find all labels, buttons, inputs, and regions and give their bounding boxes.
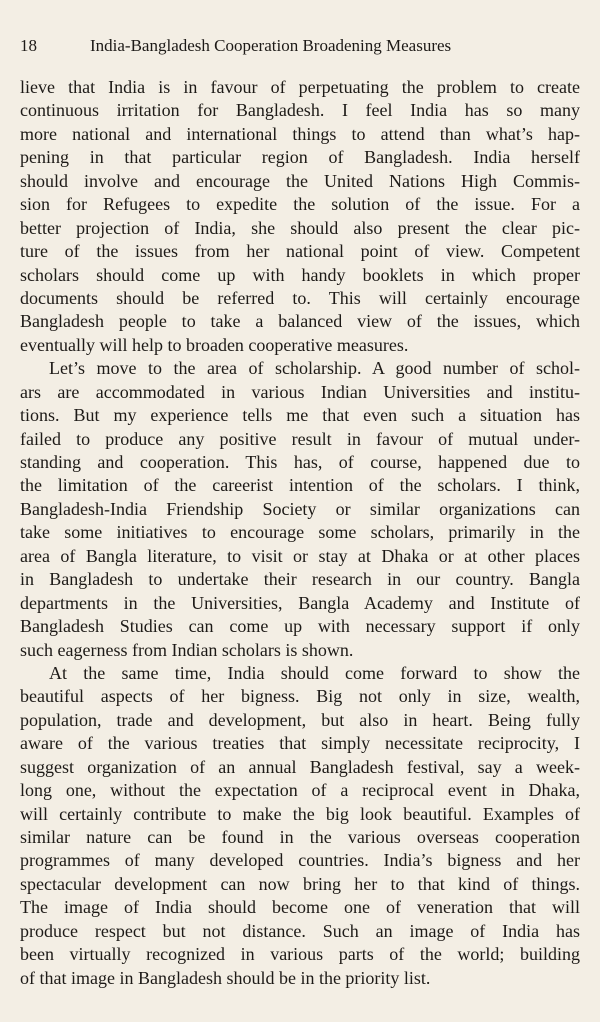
text-line: ture of the issues from her national point of view. Competent — [20, 241, 580, 262]
text-line: At the same time, India should come forward to show the — [49, 662, 580, 683]
text-line: Let’s move to the area of scholarship. A good number of schol- — [49, 358, 580, 379]
text-line: beautiful aspects of her bigness. Big not only in size, wealth, — [20, 686, 580, 707]
text-line: programmes of many developed countries. India’s bigness and her — [20, 850, 580, 871]
text-line: of that image in Bangladesh should be in the priority list. — [20, 967, 431, 988]
text-line: suggest organization of an annual Bangladesh festival, say a week- — [20, 756, 580, 777]
text-line: more national and international things to attend than what’s hap- — [20, 123, 580, 144]
text-line: produce respect but not distance. Such an image of India has — [20, 920, 580, 941]
text-line: will certainly contribute to make the big look beautiful. Examples of — [20, 803, 580, 824]
running-header — [20, 34, 580, 58]
paragraph-3 — [20, 662, 580, 990]
text-line: Bangladesh Studies can come up with necessary support if only — [20, 616, 580, 637]
text-line: ars are accommodated in various Indian Universities and institu- — [20, 381, 580, 402]
text-line: such eagerness from Indian scholars is shown. — [20, 639, 354, 660]
paragraph-1 — [20, 76, 580, 357]
text-line: The image of India should become one of veneration that will — [20, 897, 580, 918]
text-line: similar nature can be found in the various overseas cooperation — [20, 827, 580, 847]
running-title: India-Bangladesh Cooperation Broadening Measures — [90, 36, 452, 55]
text-line: aware of the various treaties that simply necessitate reciprocity, I — [20, 733, 580, 754]
text-line: better projection of India, she should also present the clear pic- — [20, 217, 580, 238]
text-line: departments in the Universities, Bangla Academy and Institute of — [20, 592, 580, 613]
text-line: failed to produce any positive result in favour of mutual under- — [20, 428, 580, 449]
text-line: take some initiatives to encourage some scholars, primarily in the — [20, 522, 580, 543]
text-line: Bangladesh-India Friendship Society or similar organizations can — [20, 498, 580, 519]
text-line: scholars should come up with handy booklets in which proper — [20, 264, 580, 285]
text-line: lieve that India is in favour of perpetuating the problem to create — [20, 77, 580, 97]
text-line: tions. But my experience tells me that even such a situation has — [20, 405, 580, 426]
text-line: standing and cooperation. This has, of course, happened due to — [20, 452, 580, 472]
text-line: eventually will help to broaden cooperative measures. — [20, 334, 409, 355]
text-line: documents should be referred to. This will certainly encourage — [20, 287, 580, 308]
text-line: been virtually recognized in various parts of the world; building — [20, 944, 580, 965]
text-line: sion for Refugees to expedite the solution of the issue. For a — [20, 194, 580, 215]
text-line: population, trade and development, but also in heart. Being fully — [20, 709, 580, 730]
text-line: continuous irritation for Bangladesh. I feel India has so many — [20, 100, 580, 121]
text-line: the limitation of the careerist intention of the scholars. I think, — [20, 475, 580, 496]
text-line: should involve and encourage the United Nations High Commis- — [20, 170, 580, 191]
text-line: in Bangladesh to undertake their research in our country. Bangla — [20, 569, 580, 590]
page-number: 18 — [20, 36, 37, 55]
text-line: spectacular development can now bring her to that kind of things. — [20, 873, 580, 894]
body-text — [20, 76, 580, 990]
text-line: pening in that particular region of Bangladesh. India herself — [20, 147, 580, 168]
text-line: Bangladesh people to take a balanced view of the issues, which — [20, 311, 580, 332]
text-line: long one, without the expectation of a reciprocal event in Dhaka, — [20, 780, 580, 801]
text-line: area of Bangla literature, to visit or stay at Dhaka or at other places — [20, 545, 580, 566]
paragraph-2 — [20, 357, 580, 662]
